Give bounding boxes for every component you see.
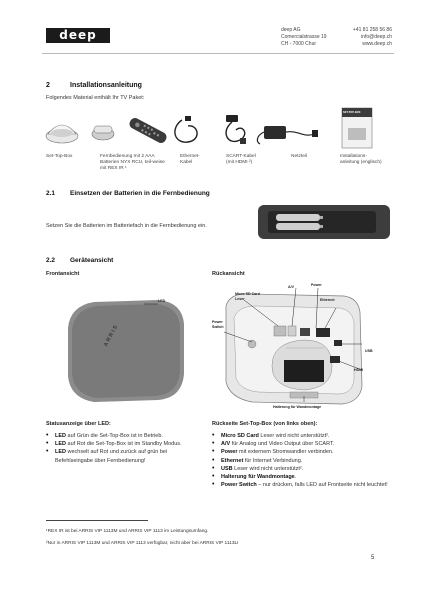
section-2-1-title: Einsetzen der Batterien in die Fernbedienung [70, 190, 210, 197]
contact-email: info@deep.ch [361, 34, 392, 40]
section-2-number: 2 [46, 82, 50, 89]
status-item-keyword: LED [55, 441, 66, 448]
status-item [46, 440, 198, 448]
package-items-illustration [42, 106, 394, 152]
rear-side-item [212, 448, 392, 456]
rear-side-title: Rückseite Set-Top-Box (von links oben): [212, 421, 318, 427]
rear-side-item-text: Leser wird nicht unterstützt². [258, 433, 330, 439]
item-set-top-box: Set-Top-Box [46, 154, 73, 159]
item-scart-cable: SCART-Kabel (mit HDMI ²) [226, 154, 256, 165]
rear-view-label: Rückansicht [212, 271, 245, 277]
rear-side-item-text: . [294, 474, 297, 481]
rear-side-item-keyword: Micro SD Card [221, 433, 259, 439]
logo-text: deep [59, 28, 97, 42]
status-title: Statusanzeige über LED: [46, 421, 111, 427]
callout-led: LED [158, 299, 166, 303]
status-item-keyword: LED [55, 433, 66, 439]
status-item [46, 448, 198, 464]
rear-side-item [212, 465, 392, 473]
item-remote-control: Fernbedienung mit 2 AAA Batterien NYX RCU, teil-weise mit REX IR ¹ [100, 154, 165, 171]
status-item [46, 432, 198, 440]
callout-hdmi: HDMI [354, 368, 364, 372]
small-device-image [92, 126, 114, 140]
front-brand-text: ARRIS [103, 323, 120, 348]
item-ethernet-cable: Ethernet-Kabel [180, 154, 200, 165]
status-item-text: wechselt auf Rot und zurück auf grün bei Befehlseingabe über Fernbedienung! [55, 449, 168, 464]
company-street: Comercialstrasse 19 [281, 34, 327, 40]
rear-side-item-keyword: Power [221, 449, 238, 456]
footnote-2: ²Nur in ARRIS VIP 1113M und ARRIS VIP 1113 verfügbar, nicht aber bei ARRIS VIP 1113LI [46, 541, 239, 546]
rear-side-item [212, 473, 392, 481]
footnote-divider [46, 520, 148, 521]
section-2-2-title: Geräteansicht [70, 257, 114, 264]
section-2-intro: Folgendes Material enthält Ihr TV Paket: [46, 95, 145, 101]
footnote-1: ¹REX IR ist bei ARRIS VIP 1113M und ARRIS VIP 1113 im Leistungsumfang. [46, 529, 209, 534]
scart-cable-image [226, 115, 246, 144]
rear-side-item-keyword: USB [221, 465, 233, 472]
company-address [281, 27, 327, 48]
rear-side-item-text: für Internet Verbindung. [243, 457, 303, 464]
callout-power-switch: Power Switch [212, 320, 224, 329]
remote-control-image [128, 116, 168, 144]
rear-side-item-text: – nur drücken, falls LED auf Frontseite nicht leuchtet! [256, 482, 388, 489]
front-view-label: Frontansicht [46, 271, 80, 277]
rear-side-item [212, 432, 392, 440]
status-list [46, 432, 198, 465]
company-contact [340, 27, 392, 48]
item-manual: Installations-anleitung (englisch) [340, 154, 382, 165]
rear-side-item-text: für Analog und Video Output über SCART. [230, 441, 335, 448]
callout-wall-mount: Halterung für Wandmontage [273, 405, 322, 409]
rear-side-item-keyword: Halterung für Wandmontage [221, 474, 295, 481]
rear-side-item-text: mit externem Stromwandler verbinden. [237, 449, 334, 456]
section-2-2-number: 2.2 [46, 257, 56, 264]
contact-phone: +41 81 258 56 86 [352, 27, 392, 33]
rear-side-list [212, 432, 392, 489]
ethernet-cable-image [175, 116, 197, 142]
callout-microsd: Micro SD Card Leser [235, 292, 260, 301]
rear-side-item-keyword: Ethernet [221, 457, 244, 464]
header-divider [42, 53, 394, 54]
page-number: 5 [371, 555, 375, 561]
rear-side-item [212, 440, 392, 448]
section-2-1-number: 2.1 [46, 190, 56, 197]
rear-side-item-text: Leser wird nicht unterstützt². [232, 465, 304, 472]
manual-cover-label: SET-TOP-BOX [343, 111, 361, 114]
battery-compartment-image [254, 203, 394, 241]
contact-web: www.deep.ch [362, 41, 392, 47]
section-2-title: Installationsanleitung [70, 82, 142, 89]
callout-power-top: Power [311, 283, 322, 287]
set-top-box-image [46, 125, 78, 143]
company-city: CH - 7000 Chur [281, 41, 317, 47]
rear-side-item-keyword: Power Switch [221, 482, 257, 489]
callout-av: A/V [288, 285, 294, 289]
installation-manual-image [342, 108, 372, 148]
company-name: deep AG [281, 27, 301, 33]
callout-ethernet: Ethernet [320, 298, 335, 302]
callout-usb: USB [365, 349, 373, 353]
front-view-image [60, 288, 190, 410]
rear-side-item [212, 457, 392, 465]
power-supply-image [257, 126, 318, 144]
status-item-keyword: LED [55, 449, 66, 456]
status-item-text: auf Grün die Set-Top-Box ist in Betrieb. [66, 433, 163, 439]
status-item-text: auf Rot die Set-Top-Box ist im Standby Modus. [66, 441, 182, 448]
rear-side-item [212, 481, 392, 489]
item-power-supply: Netzteil [291, 154, 307, 159]
section-2-1-text: Setzen Sie die Batterien im Batteriefach in die Fernbedienung ein. [46, 223, 207, 229]
rear-side-item-keyword: A/V [221, 441, 231, 448]
